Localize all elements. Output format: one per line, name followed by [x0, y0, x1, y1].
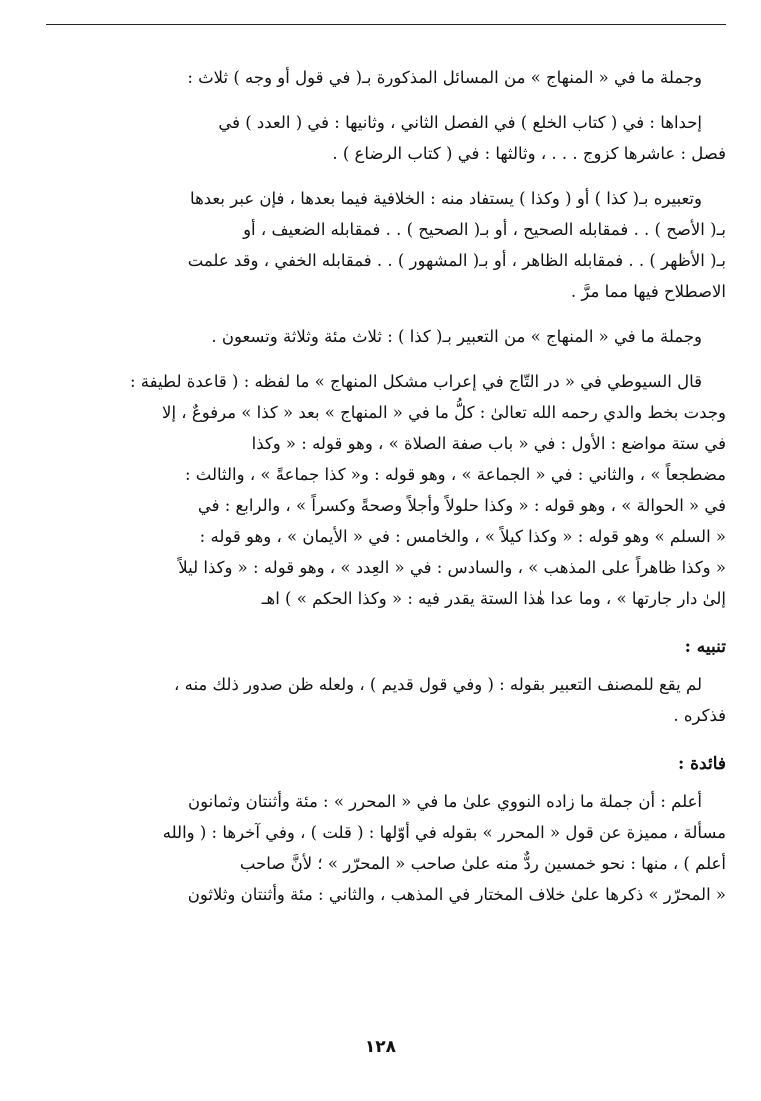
text-line: فذكره .: [673, 706, 726, 725]
page-number: ١٢٨: [364, 1037, 397, 1057]
text-line: وجملة ما في « المنهاج » من المسائل المذكورة بـ( في قول أو وجه ) ثلاث :: [187, 68, 702, 87]
page-content: [46, 62, 726, 924]
text-line: بـ( الأظهر ) . . فمقابله الظاهر ، أو بـ( المشهور ) . . فمقابله الخفي ، وقد علمت: [187, 251, 726, 270]
text-line: الاصطلاح فيها مما مرَّ .: [570, 282, 726, 301]
text-line: وتعبيره بـ( كذا ) أو ( وكذا ) يستفاد منه : الخلافية فيما بعدها ، فإن عبر بعدها: [190, 189, 702, 208]
text-line: « السلم » وهو قوله : « وكذا كيلاً » ، والخامس : في « الأيمان » ، وهو قوله :: [199, 527, 726, 546]
text-line: في « الحوالة » ، وهو قوله : « وكذا حلولاً وأجلاً وصحةً وكسراً » ، والرابع : في: [197, 496, 726, 515]
text-line: « المحرّر » ذكرها علىٰ خلاف المختار في المذهب ، والثاني : مئة وأثنتان وثلاثون: [187, 885, 726, 904]
text-line: أعلم : أن جملة ما زاده النووي علىٰ ما في « المحرر » : مئة وأثنتان وثمانون: [188, 792, 702, 811]
tanbih-heading: تنبيه :: [684, 637, 726, 657]
paragraph-5: [46, 366, 726, 614]
text-line: أعلم ) ، منها : نحو خمسين ردٌّ منه علىٰ صاحب « المحرّر » ؛ لأنَّ صاحب: [239, 854, 726, 873]
text-line: بـ( الأصح ) . . فمقابله الصحيح ، أو بـ( الصحيح ) . . فمقابله الضعيف ، أو: [243, 220, 726, 239]
paragraph-1: [46, 62, 726, 93]
faida-paragraph: [46, 786, 726, 910]
paragraph-2: [46, 107, 726, 169]
text-line: في ستة مواضع : الأول : في « باب صفة الصلاة » ، وهو قوله : « وكذا: [251, 434, 726, 453]
paragraph-3: [46, 183, 726, 307]
text-line: إحداها : في ( كتاب الخلع ) في الفصل الثاني ، وثانيها : في ( العدد ) في: [218, 113, 702, 132]
text-line: مضطجعاً » ، والثاني : في « الجماعة » ، وهو قوله : و« كذا جماعةً » ، والثالث :: [184, 465, 726, 484]
text-line: مسألة ، مميزة عن قول « المحرر » بقوله في أوّلها : ( قلت ) ، وفي آخرها : ( والله: [162, 823, 726, 842]
text-line: إلىٰ دار جارتها » ، وما عدا هٰذا الستة يقدر فيه : « وكذا الحكم » ) اهـ: [261, 589, 726, 608]
tanbih-paragraph: [46, 669, 726, 731]
paragraph-4: [46, 321, 726, 352]
text-line: قال السيوطي في « در التّاج في إعراب مشكل المنهاج » ما لفظه : ( قاعدة لطيفة :: [129, 372, 702, 391]
text-line: « وكذا ظاهراً على المذهب » ، والسادس : في « العِدد » ، وهو قوله : « وكذا ليلاً: [178, 558, 726, 577]
text-line: وجدت بخط والدي رحمه الله تعالىٰ : كلُّ ما في « المنهاج » بعد « كذا » مرفوعٌ ، إلا: [162, 403, 726, 422]
header-rule: [46, 24, 726, 25]
faida-heading: فائدة :: [677, 754, 726, 774]
text-line: فصل : عاشرها كزوج . . . ، وثالثها : في ( كتاب الرضاع ) .: [332, 144, 726, 163]
text-line: لم يقع للمصنف التعبير بقوله : ( وفي قول قديم ) ، ولعله ظن صدور ذلك منه ،: [174, 675, 702, 694]
text-line: وجملة ما في « المنهاج » من التعبير بـ( كذا ) : ثلاث مئة وثلاثة وتسعون .: [211, 327, 702, 346]
